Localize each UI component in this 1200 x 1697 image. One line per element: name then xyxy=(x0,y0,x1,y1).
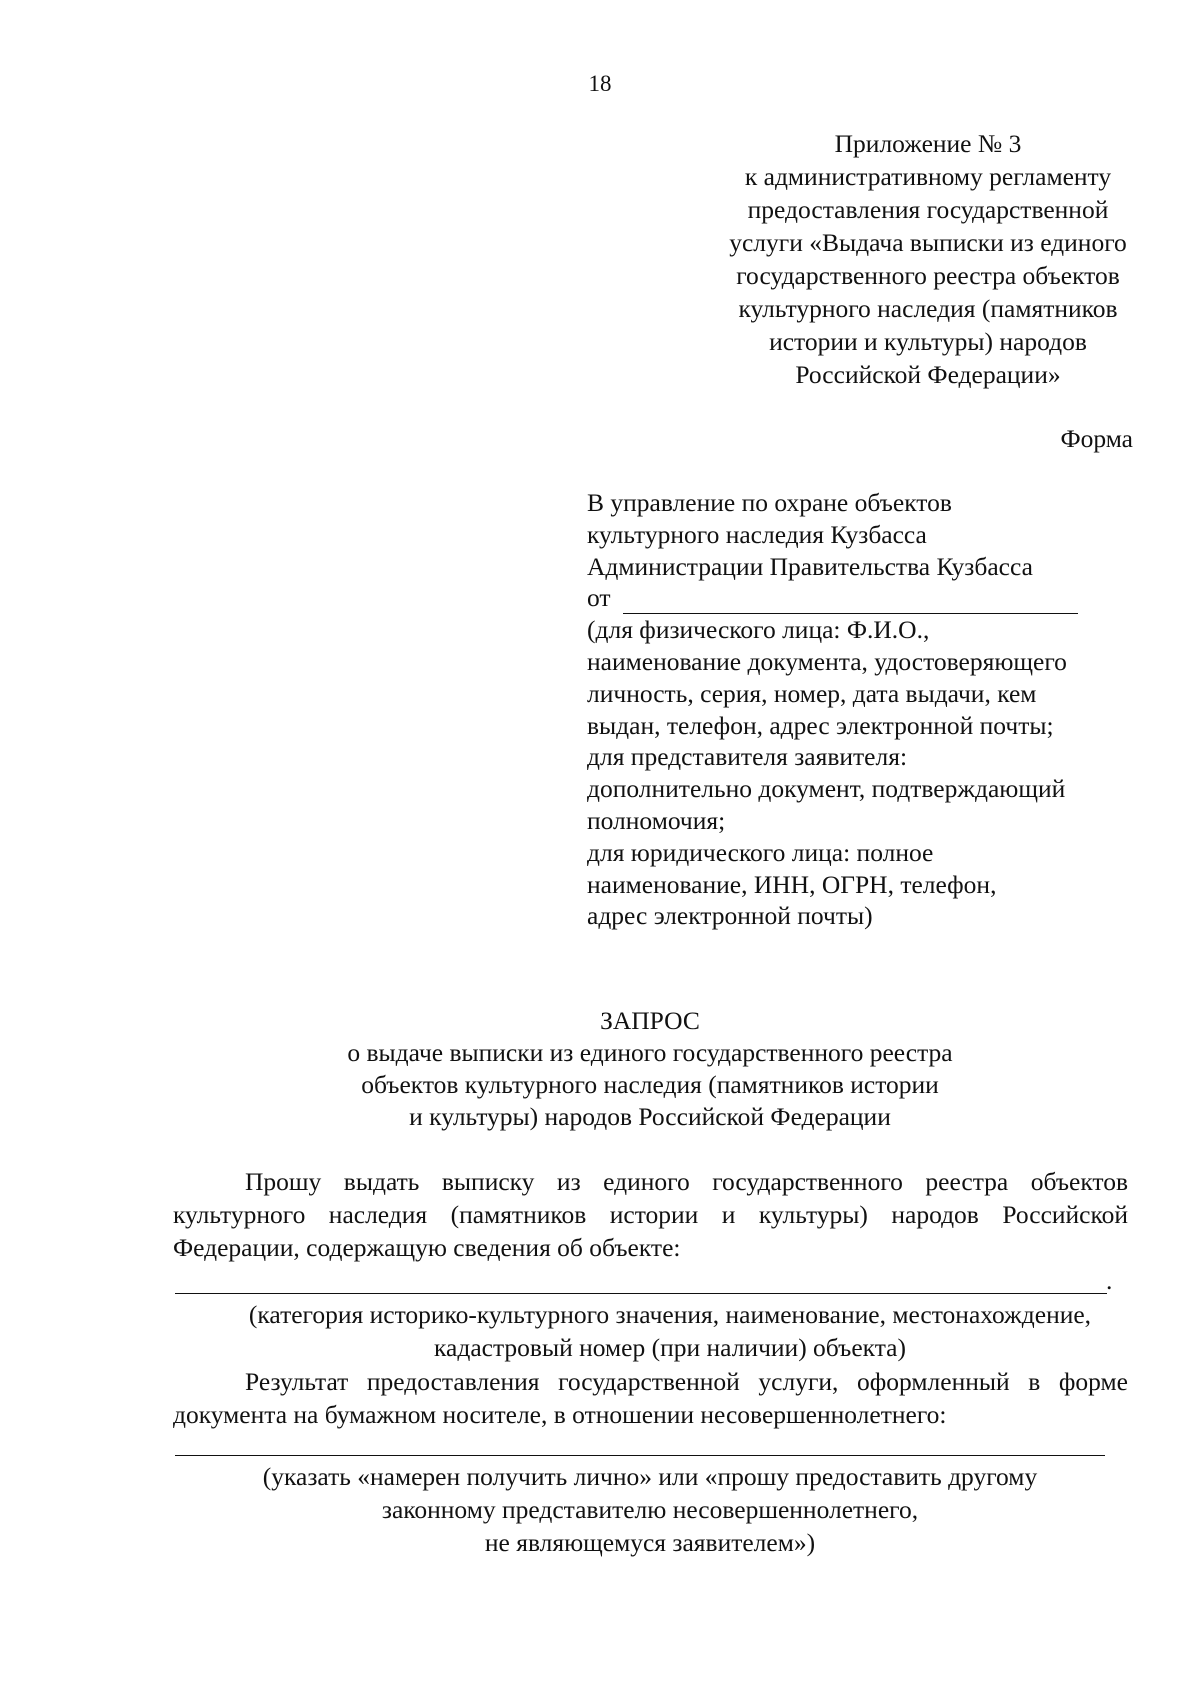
caption-line: кадастровый номер (при наличии) объекта) xyxy=(434,1333,906,1362)
object-info-caption xyxy=(130,1298,1200,1364)
appendix-line: услуги «Выдача выписки из единого xyxy=(729,228,1127,257)
addressee-note-line: для юридического лица: полное xyxy=(587,837,934,867)
request-paragraph-2: Результат предоставления государственной услуги, оформленный в форме документа на бумажном носителе, в отношении несовершеннолетнего: xyxy=(173,1367,1128,1429)
addressee-note-line: для представителя заявителя: xyxy=(587,742,908,772)
appendix-line: истории и культуры) народов xyxy=(769,327,1087,356)
from-label: от xyxy=(587,583,611,613)
appendix-line: к административному регламенту xyxy=(744,162,1112,191)
addressee-line: В управление по охране объектов xyxy=(587,488,952,517)
request-subtitle-line: объектов культурного наследия (памятников истории xyxy=(361,1070,939,1099)
addressee-note-line: (для физического лица: Ф.И.О., xyxy=(587,615,930,645)
addressee-note-line: наименование документа, удостоверяющего xyxy=(587,646,1067,676)
from-line xyxy=(587,582,1147,614)
request-subtitle-line: о выдаче выписки из единого государственного реестра xyxy=(347,1038,953,1067)
appendix-line: государственного реестра объектов xyxy=(736,261,1120,290)
caption-line: (указать «намерен получить лично» или «прошу предоставить другому xyxy=(262,1462,1038,1491)
request-subtitle-line: и культуры) народов Российской Федерации xyxy=(409,1102,891,1131)
appendix-line: Российской Федерации» xyxy=(795,360,1061,389)
appendix-line: предоставления государственной xyxy=(747,195,1109,224)
applicant-name-field[interactable] xyxy=(623,591,1078,614)
caption-line: не являющемуся заявителем») xyxy=(484,1528,816,1557)
addressee-note-line: полномочия; xyxy=(587,805,726,835)
addressee-line: Администрации Правительства Кузбасса xyxy=(587,551,1033,581)
appendix-line: Приложение № 3 xyxy=(834,129,1022,158)
addressee-note-line: выдан, телефон, адрес электронной почты; xyxy=(587,710,1054,740)
addressee-line: культурного наследия Кузбасса xyxy=(587,519,927,549)
field-end-dot: . xyxy=(1106,1266,1113,1295)
form-label: Форма xyxy=(1060,424,1133,453)
caption-line: (категория историко-культурного значения, наименование, местонахождение, xyxy=(248,1300,1092,1329)
addressee-note-line: адрес электронной почты) xyxy=(587,901,873,931)
object-info-field[interactable] xyxy=(175,1293,1107,1294)
caption-line: законному представителю несовершеннолетнего, xyxy=(381,1495,919,1524)
appendix-line: культурного наследия (памятников xyxy=(738,294,1118,323)
request-paragraph-1: Прошу выдать выписку из единого государственного реестра объектов культурного наследия (памятников истории и культуры) народов Российской Федерации, содержащую сведения об объекте: xyxy=(173,1167,1128,1262)
addressee-block xyxy=(587,487,1147,932)
receipt-method-field[interactable] xyxy=(175,1455,1105,1456)
addressee-note-line: личность, серия, номер, дата выдачи, кем xyxy=(587,678,1037,708)
addressee-note-line: дополнительно документ, подтверждающий xyxy=(587,774,1066,804)
receipt-method-caption xyxy=(150,1460,1150,1559)
addressee-note-line: наименование, ИНН, ОГРН, телефон, xyxy=(587,869,997,899)
appendix-header xyxy=(678,127,1178,391)
page-number: 18 xyxy=(588,71,612,96)
request-heading xyxy=(0,1005,1200,1133)
request-title: ЗАПРОС xyxy=(600,1006,700,1035)
